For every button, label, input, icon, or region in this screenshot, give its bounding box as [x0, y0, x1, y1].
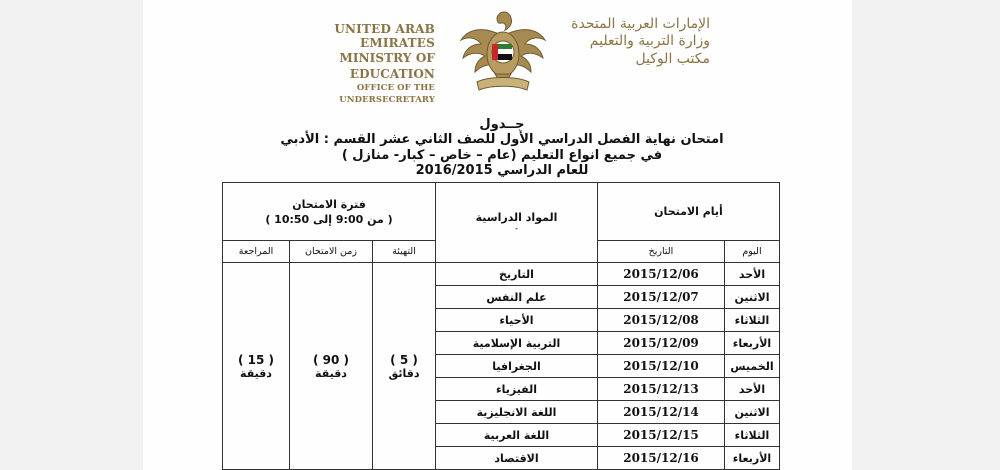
row-date: 2015/12/06: [598, 263, 725, 286]
left-margin: [0, 0, 143, 470]
row-day: الاثنين: [725, 286, 780, 309]
exam-duration-unit: دقيقة: [315, 366, 347, 380]
prep-duration-unit: دقائق: [388, 366, 420, 380]
right-margin: [852, 0, 1000, 470]
header-prep: التهيئة: [373, 241, 436, 263]
header-subjects-label: المواد الدراسية: [475, 211, 558, 224]
office-name-ar: مكتب الوكيل: [635, 51, 710, 67]
document-heading: جــدول: [479, 117, 525, 132]
exam-duration: [290, 263, 373, 470]
row-day: الثلاثاء: [725, 309, 780, 332]
row-date: 2015/12/08: [598, 309, 725, 332]
header-exam-period: [223, 183, 436, 241]
review-duration-value: ( 15 ): [237, 352, 275, 367]
header-exam-days: أيام الامتحان: [598, 183, 780, 241]
exam-title: امتحان نهاية الفصل الدراسي الأول للصف الثاني عشر القسم : الأدبي: [280, 132, 724, 147]
education-types: في جميع انواع التعليم (عام – خاص – كبار- منازل ): [341, 148, 663, 163]
row-subject: علم النفس: [436, 286, 598, 309]
row-subject: الاقتصاد: [436, 447, 598, 470]
row-date: 2015/12/07: [598, 286, 725, 309]
row-subject: التربية الإسلامية: [436, 332, 598, 355]
header-subjects-dash: -: [514, 224, 519, 234]
header-review: المراجعة: [223, 241, 290, 263]
prep-duration-value: ( 5 ): [390, 352, 418, 367]
header-day: اليوم: [725, 241, 780, 263]
academic-year: للعام الدراسي 2016/2015: [415, 163, 589, 178]
row-subject: اللغة العربية: [436, 424, 598, 447]
row-day: الأربعاء: [725, 447, 780, 470]
period-time: ( من 9:00 إلى 10:50 ): [265, 212, 393, 226]
country-name-en: UNITED ARAB EMIRATES: [334, 22, 435, 50]
ministry-name-ar: وزارة التربية والتعليم: [589, 33, 710, 49]
header-exam-time: زمن الامتحان: [290, 241, 373, 263]
review-duration-unit: دقيقة: [240, 366, 272, 380]
exam-schedule-table: [222, 182, 780, 470]
row-day: الاثنين: [725, 401, 780, 424]
prep-duration: [373, 263, 436, 470]
header-date: التاريخ: [598, 241, 725, 263]
row-date: 2015/12/14: [598, 401, 725, 424]
uae-eagle-emblem-icon: [455, 6, 551, 96]
row-day: الأحد: [725, 263, 780, 286]
row-date: 2015/12/15: [598, 424, 725, 447]
row-date: 2015/12/13: [598, 378, 725, 401]
row-subject: الأحياء: [436, 309, 598, 332]
ministry-name-en: MINISTRY OF EDUCATION: [339, 51, 435, 81]
table-row: [223, 263, 780, 286]
country-name-ar: الإمارات العربية المتحدة: [571, 16, 710, 32]
exam-duration-value: ( 90 ): [312, 352, 350, 367]
office-name-en: OFFICE OF THE UNDERSECRETARY: [339, 83, 435, 105]
row-subject: التاريخ: [436, 263, 598, 286]
row-subject: اللغة الانجليزية: [436, 401, 598, 424]
row-subject: الجغرافيا: [436, 355, 598, 378]
table-header-row: [223, 183, 780, 241]
row-day: الأحد: [725, 378, 780, 401]
row-date: 2015/12/10: [598, 355, 725, 378]
header-subjects: [436, 183, 598, 263]
row-date: 2015/12/09: [598, 332, 725, 355]
arabic-letterhead: [562, 16, 710, 68]
row-day: الأربعاء: [725, 332, 780, 355]
row-day: الثلاثاء: [725, 424, 780, 447]
english-letterhead: [283, 22, 435, 106]
row-subject: الفيزياء: [436, 378, 598, 401]
period-title: فترة الامتحان: [292, 197, 366, 211]
row-date: 2015/12/16: [598, 447, 725, 470]
review-duration: [223, 263, 290, 470]
row-day: الخميس: [725, 355, 780, 378]
